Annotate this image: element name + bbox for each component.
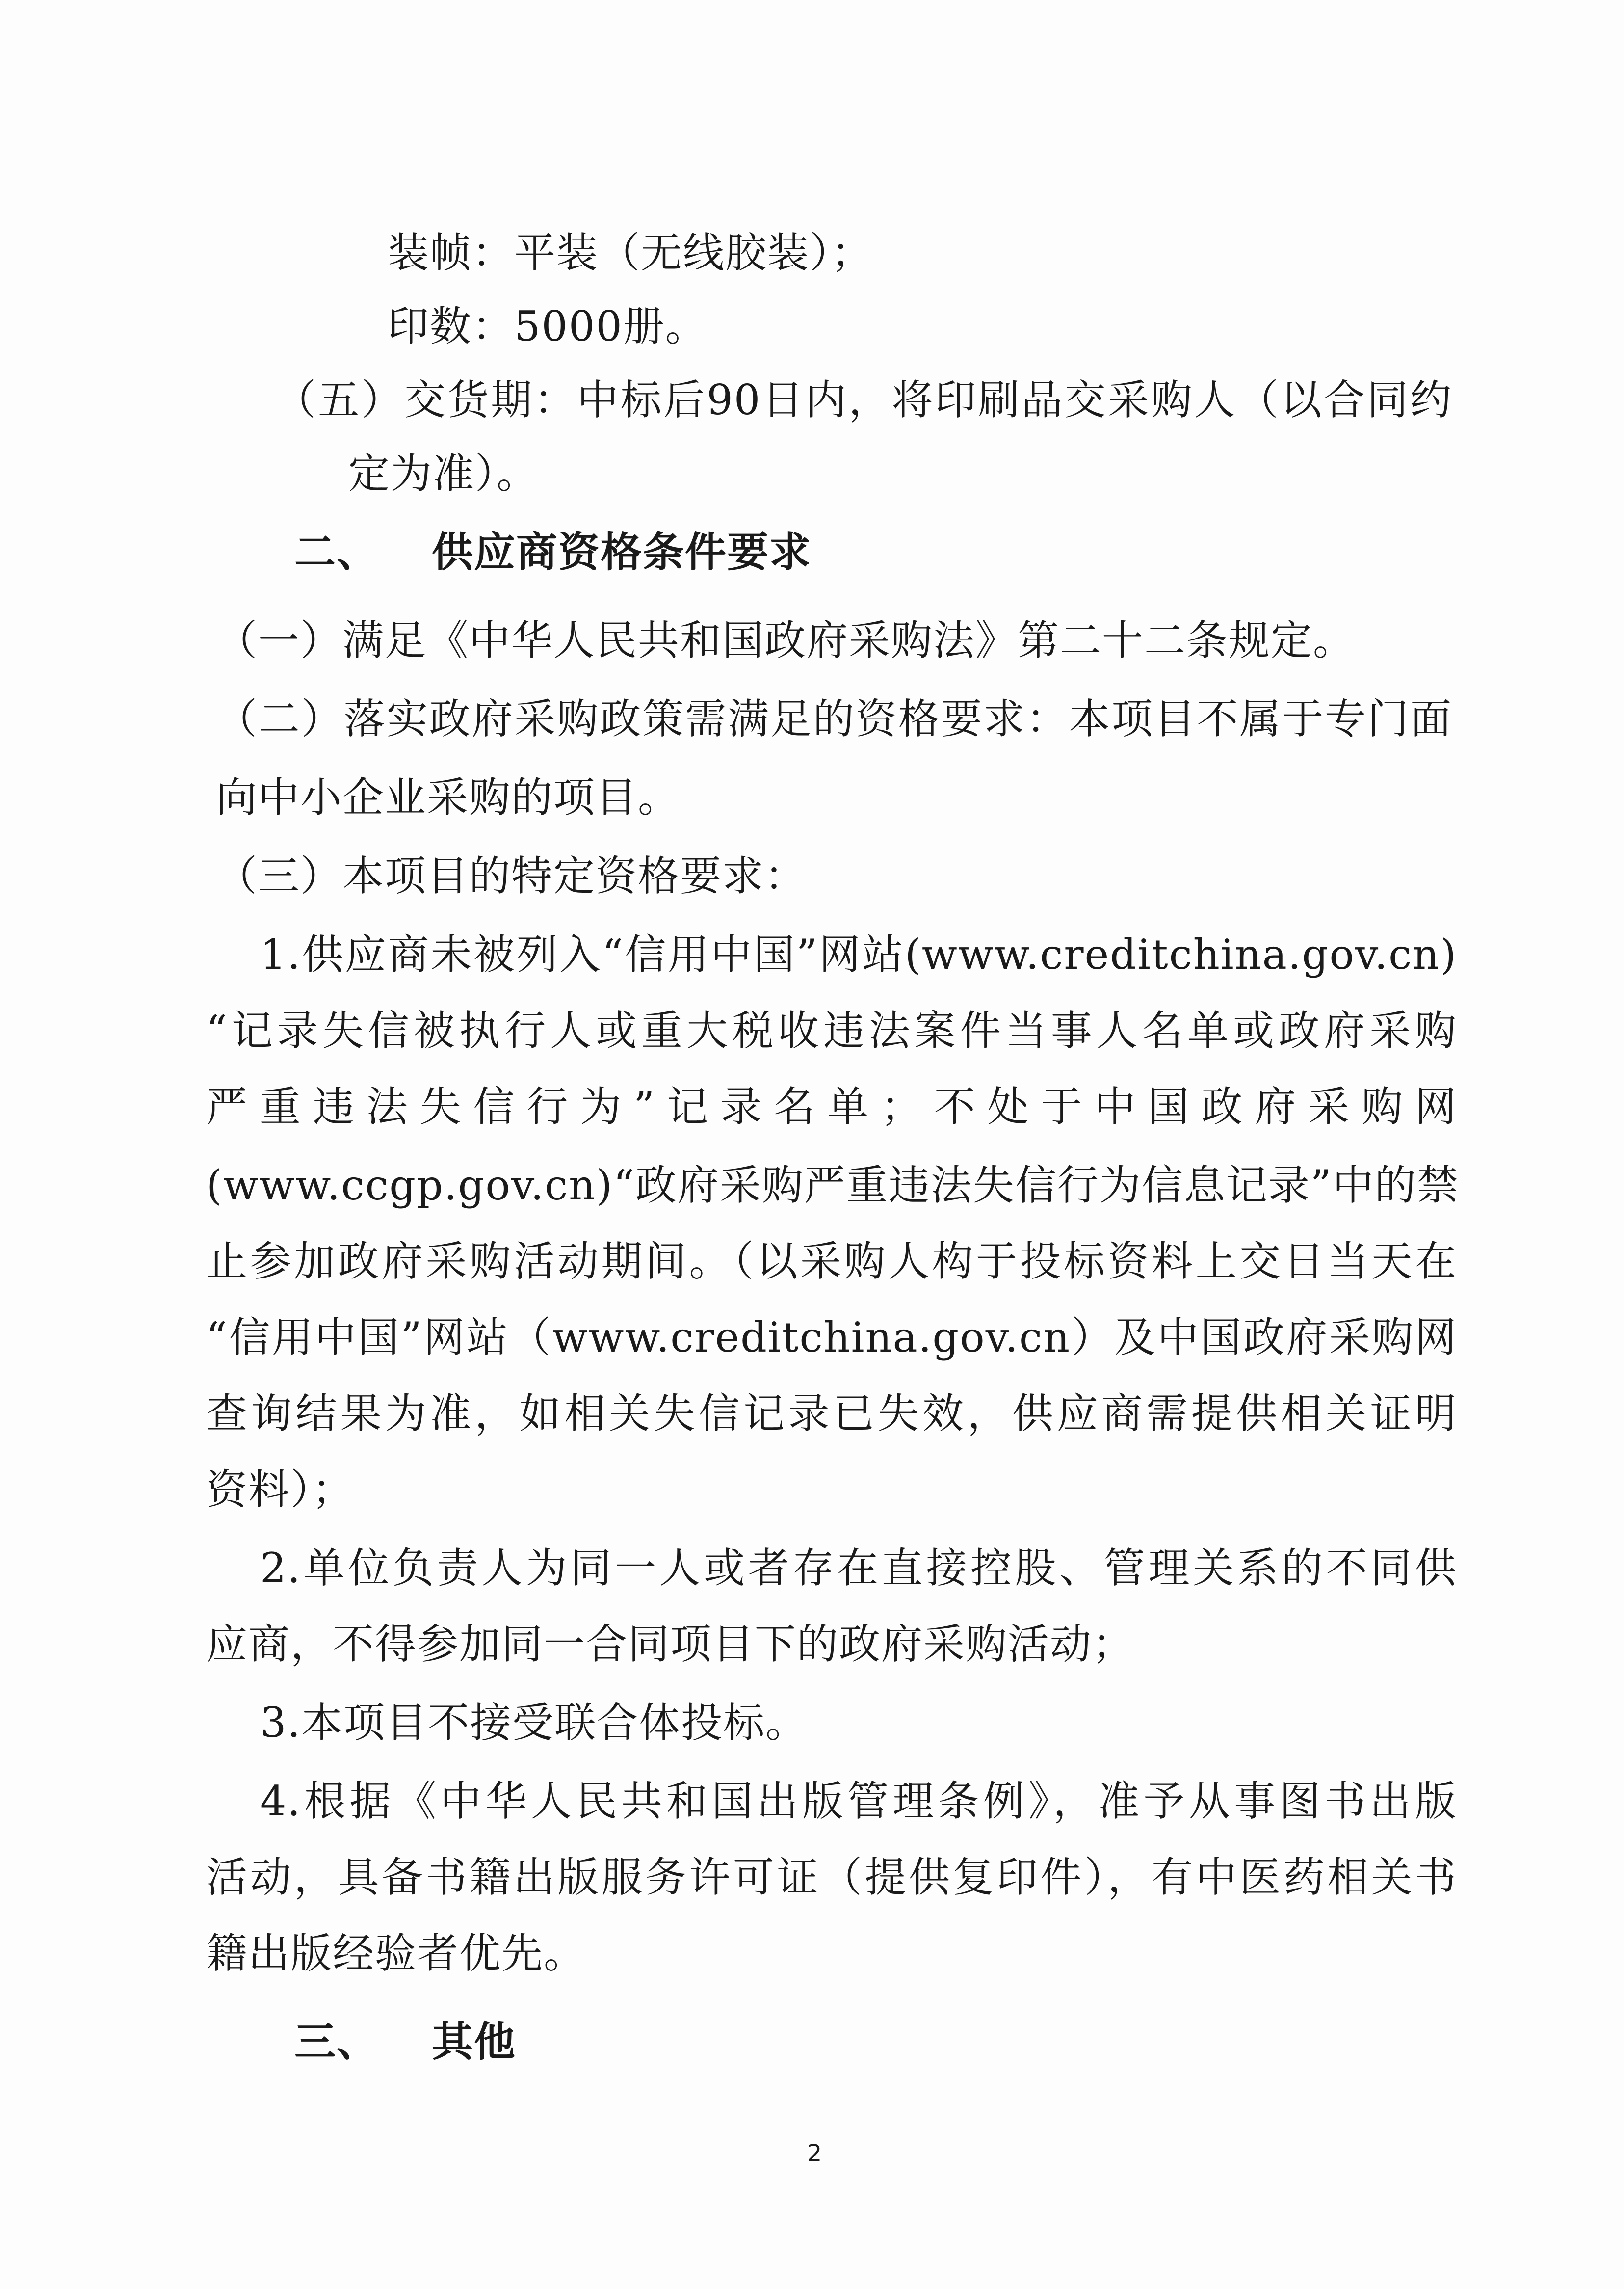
requirement-three: （三）本项目的特定资格要求： xyxy=(216,852,807,900)
item-1-line-1: 1.供应商未被列入“信用中国”网站(www.creditchina.gov.cn) xyxy=(260,931,1457,979)
item-1-line-8: 资料）； xyxy=(206,1465,355,1514)
section-two-title: 供应商资格条件要求 xyxy=(432,528,812,576)
item-1-line-3: 严重违法失信行为”记录名单；不处于中国政府采购网 xyxy=(206,1083,1457,1131)
item-1-line-7: 查询结果为准，如相关失信记录已失效，供应商需提供相关证明 xyxy=(206,1389,1457,1437)
binding-line: 装帧：平装（无线胶装）； xyxy=(388,229,874,277)
item-1-line-4: (www.ccgp.gov.cn)“政府采购严重违法失信行为信息记录”中的禁 xyxy=(206,1161,1459,1209)
print-run-line: 印数：5000册。 xyxy=(388,302,707,350)
delivery-period-cont: 定为准）。 xyxy=(348,450,539,498)
section-three-number: 三、 xyxy=(294,2017,379,2066)
delivery-period-line: （五）交货期：中标后90日内，将印刷品交采购人（以合同约 xyxy=(275,376,1452,424)
item-1-line-5: 止参加政府采购活动期间。（以采购人构于投标资料上交日当天在 xyxy=(206,1237,1457,1285)
page-number: 2 xyxy=(807,2140,822,2167)
item-1-line-6: “信用中国”网站（www.creditchina.gov.cn）及中国政府采购网 xyxy=(206,1313,1457,1361)
item-4-line-3: 籍出版经验者优先。 xyxy=(206,1929,586,1977)
requirement-one: （一）满足《中华人民共和国政府采购法》第二十二条规定。 xyxy=(216,616,1356,665)
item-4-line-1: 4.根据《中华人民共和国出版管理条例》，准予从事图书出版 xyxy=(260,1777,1457,1825)
item-1-line-2: “记录失信被执行人或重大税收违法案件当事人名单或政府采购 xyxy=(206,1007,1457,1055)
requirement-two: （二）落实政府采购政策需满足的资格要求：本项目不属于专门面 xyxy=(216,695,1452,743)
section-three-title: 其他 xyxy=(432,2017,517,2066)
item-3-line-1: 3.本项目不接受联合体投标。 xyxy=(260,1699,808,1747)
section-two-number: 二、 xyxy=(294,528,379,576)
item-2-line-1: 2.单位负责人为同一人或者存在直接控股、管理关系的不同供 xyxy=(260,1544,1457,1592)
requirement-two-cont: 向中小企业采购的项目。 xyxy=(216,773,681,822)
item-2-line-2: 应商，不得参加同一合同项目下的政府采购活动； xyxy=(206,1620,1135,1668)
item-4-line-2: 活动，具备书籍出版服务许可证（提供复印件），有中医药相关书 xyxy=(206,1853,1457,1901)
